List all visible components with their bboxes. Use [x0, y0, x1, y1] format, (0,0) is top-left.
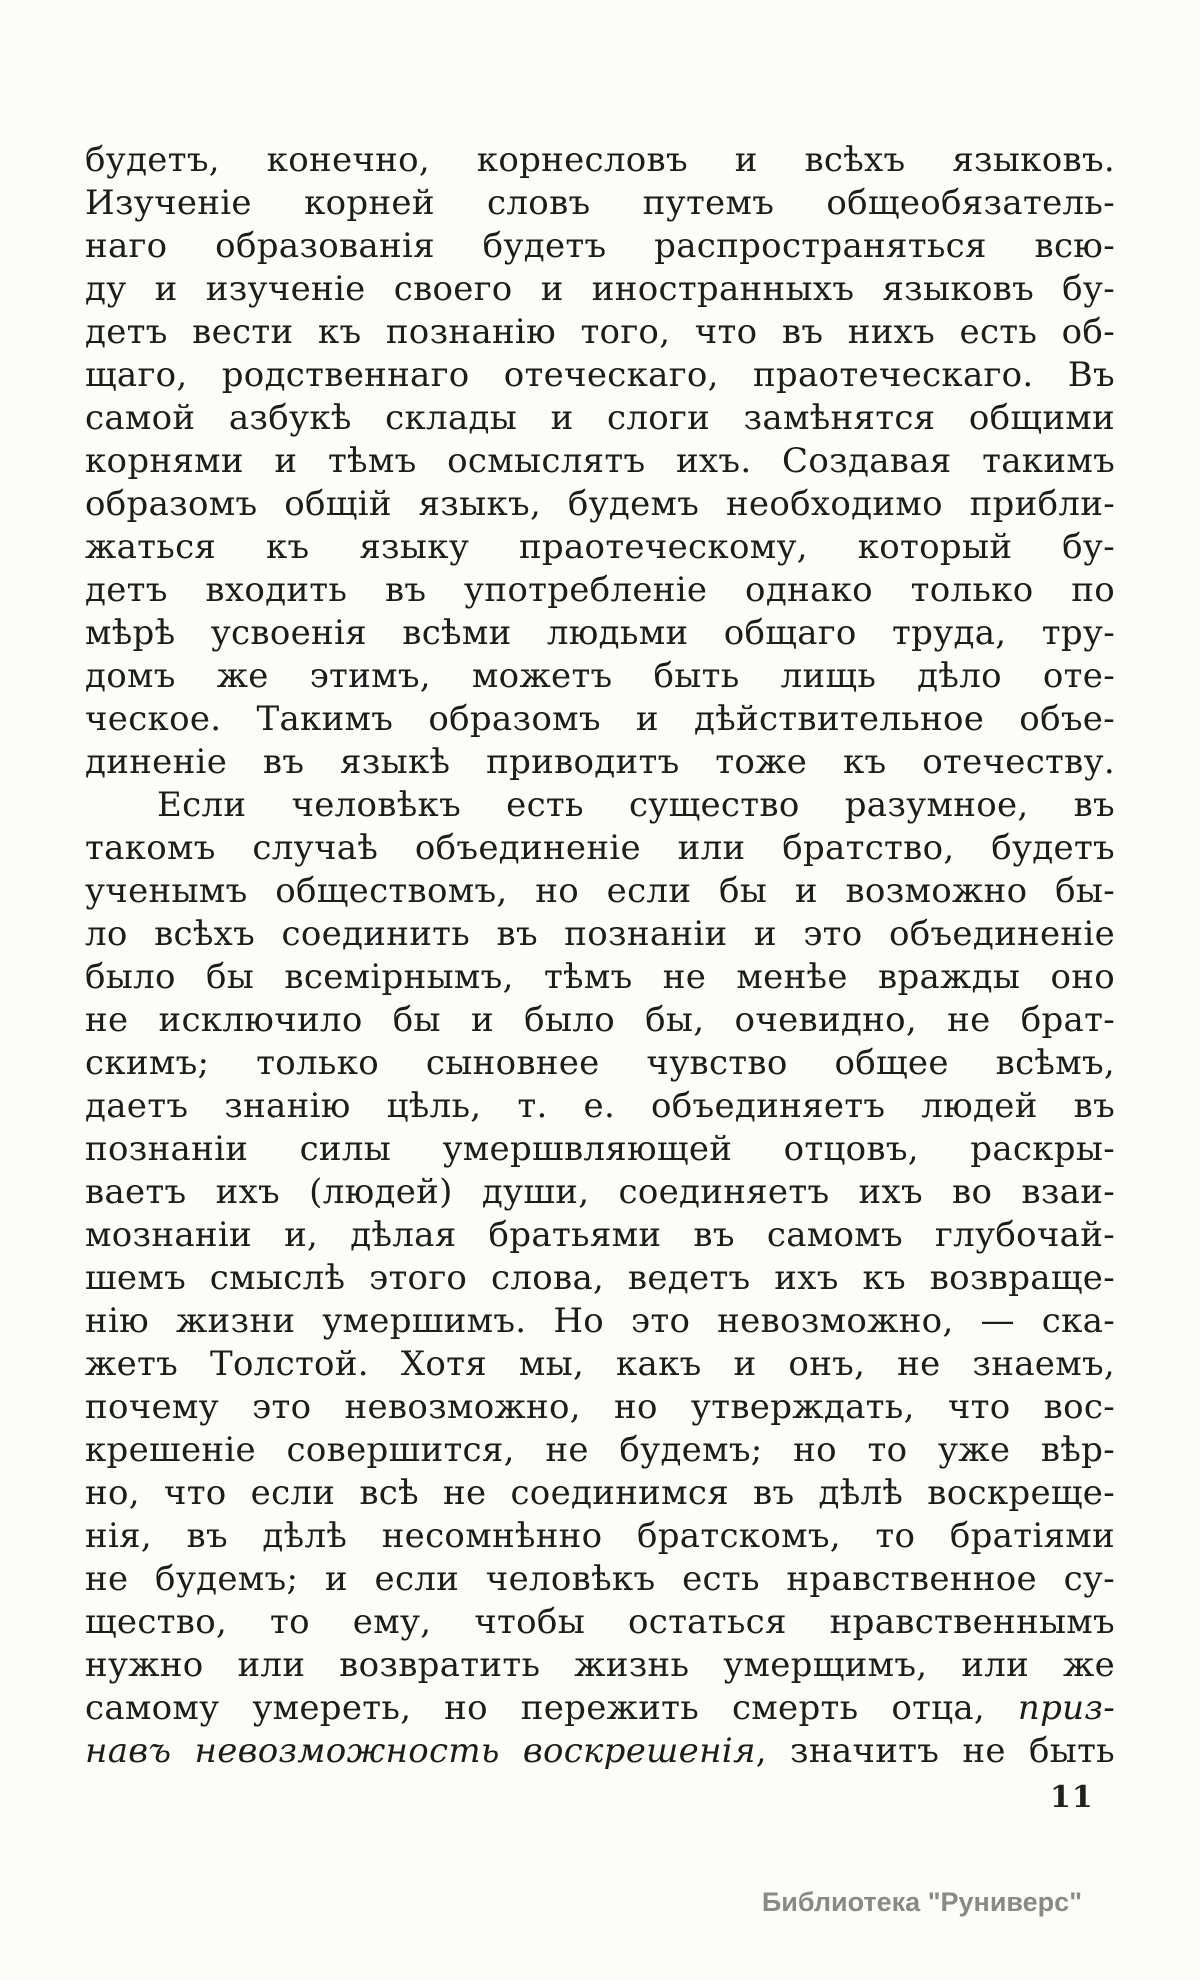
- text-line: [85, 1214, 1115, 1257]
- italic-text-segment: приз-: [1017, 1688, 1115, 1728]
- italic-text-segment: навъ невозможность воскрешенія: [85, 1731, 756, 1771]
- text-line: [85, 784, 1115, 827]
- text-segment: нію жизни умершимъ. Но это невозможно, — ска-: [85, 1301, 1115, 1341]
- text-line: [85, 741, 1115, 784]
- text-line: [85, 612, 1115, 655]
- text-segment: ло всѣхъ соединить въ познаніи и это объединеніе: [85, 914, 1115, 954]
- text-segment: скимъ; только сыновнее чувство общее всѣмъ,: [85, 1043, 1115, 1083]
- text-segment: детъ вести къ познанію того, что въ нихъ есть об-: [85, 312, 1115, 352]
- text-line: [85, 225, 1115, 268]
- library-watermark: Библиотека "Руниверс": [761, 1887, 1082, 1917]
- text-segment: щество, то ему, чтобы остаться нравственнымъ: [85, 1602, 1115, 1642]
- text-segment: жетъ Толстой. Хотя мы, какъ и онъ, не знаемъ,: [85, 1344, 1115, 1384]
- text-segment: диненіе въ языкѣ приводитъ тоже къ отечеству.: [85, 742, 1115, 782]
- text-segment: было бы всемірнымъ, тѣмъ не менѣе вражды оно: [85, 957, 1115, 997]
- text-line: [85, 526, 1115, 569]
- text-line: [85, 1128, 1115, 1171]
- text-segment: шемъ смыслѣ этого слова, ведетъ ихъ къ возвраще-: [85, 1258, 1115, 1298]
- text-segment: ученымъ обществомъ, но если бы и возможно бы-: [85, 871, 1115, 911]
- text-segment: Если человѣкъ есть существо разумное, въ: [157, 785, 1115, 825]
- text-line: [85, 268, 1115, 311]
- text-line: [85, 999, 1115, 1042]
- text-segment: ваетъ ихъ (людей) души, соединяетъ ихъ во взаи-: [85, 1172, 1115, 1212]
- text-segment: такомъ случаѣ объединеніе или братство, будетъ: [85, 828, 1115, 868]
- text-segment: будетъ, конечно, корнесловъ и всѣхъ языковъ.: [85, 140, 1115, 180]
- text-block: [85, 139, 1115, 1773]
- text-line: [85, 913, 1115, 956]
- text-segment: детъ входить въ употребленіе однако только по: [85, 570, 1115, 610]
- text-segment: познаніи силы умершвляющей отцовъ, раскры-: [85, 1129, 1115, 1169]
- text-segment: самой азбукѣ склады и слоги замѣнятся общими: [85, 398, 1115, 438]
- text-segment: наго образованія будетъ распространяться всю-: [85, 226, 1115, 266]
- text-line: [85, 397, 1115, 440]
- text-line: [85, 1472, 1115, 1515]
- text-line: [85, 956, 1115, 999]
- text-line: [85, 1601, 1115, 1644]
- text-segment: домъ же этимъ, можетъ быть лищь дѣло оте-: [85, 656, 1115, 696]
- text-segment: даетъ знанію цѣль, т. е. объединяетъ людей въ: [85, 1086, 1115, 1126]
- text-segment: ду и изученіе своего и иностранныхъ языковъ бу-: [85, 269, 1115, 309]
- text-line: [85, 354, 1115, 397]
- text-line: [85, 1042, 1115, 1085]
- text-line: [85, 1343, 1115, 1386]
- text-line: [85, 827, 1115, 870]
- text-line: [85, 1687, 1115, 1730]
- text-line: [85, 1386, 1115, 1429]
- text-line: [85, 1730, 1115, 1773]
- text-segment: мознаніи и, дѣлая братьями въ самомъ глубочай-: [85, 1215, 1115, 1255]
- text-segment: Изученіе корней словъ путемъ общеобязатель-: [85, 183, 1115, 223]
- text-line: [85, 1257, 1115, 1300]
- text-line: [85, 1171, 1115, 1214]
- text-line: [85, 1085, 1115, 1128]
- text-line: [85, 655, 1115, 698]
- text-segment: мѣрѣ усвоенія всѣми людьми общаго труда, тру-: [85, 613, 1115, 653]
- text-segment: но, что если всѣ не соединимся въ дѣлѣ воскреще-: [85, 1473, 1115, 1513]
- text-segment: не будемъ; и если человѣкъ есть нравственное су-: [85, 1559, 1115, 1599]
- text-segment: самому умереть, но пережить смерть отца,: [85, 1688, 1018, 1728]
- text-line: [85, 440, 1115, 483]
- text-segment: почему это невозможно, но утверждать, что вос-: [85, 1387, 1115, 1427]
- text-segment: образомъ общій языкъ, будемъ необходимо прибли-: [85, 484, 1115, 524]
- text-segment: нія, въ дѣлѣ несомнѣнно братскомъ, то братіями: [85, 1516, 1115, 1556]
- text-segment: не исключило бы и было бы, очевидно, не брат-: [85, 1000, 1115, 1040]
- text-segment: корнями и тѣмъ осмыслятъ ихъ. Создавая такимъ: [85, 441, 1115, 481]
- text-line: [85, 870, 1115, 913]
- text-line: [85, 1644, 1115, 1687]
- text-segment: , значитъ не быть: [755, 1731, 1115, 1771]
- text-line: [85, 1300, 1115, 1343]
- text-line: [85, 182, 1115, 225]
- text-line: [85, 1558, 1115, 1601]
- text-line: [85, 1515, 1115, 1558]
- page-number: 11: [1050, 1780, 1094, 1815]
- text-segment: нужно или возвратить жизнь умерщимъ, или же: [85, 1645, 1115, 1685]
- text-segment: крешеніе совершится, не будемъ; но то уже вѣр-: [85, 1430, 1115, 1470]
- text-line: [85, 698, 1115, 741]
- text-segment: ческое. Такимъ образомъ и дѣйствительное объе-: [85, 699, 1115, 739]
- text-line: [85, 483, 1115, 526]
- text-segment: жаться къ языку праотеческому, который бу-: [85, 527, 1115, 567]
- text-line: [85, 139, 1115, 182]
- text-line: [85, 1429, 1115, 1472]
- text-segment: щаго, родственнаго отеческаго, праотеческаго. Въ: [85, 355, 1115, 395]
- text-line: [85, 311, 1115, 354]
- text-line: [85, 569, 1115, 612]
